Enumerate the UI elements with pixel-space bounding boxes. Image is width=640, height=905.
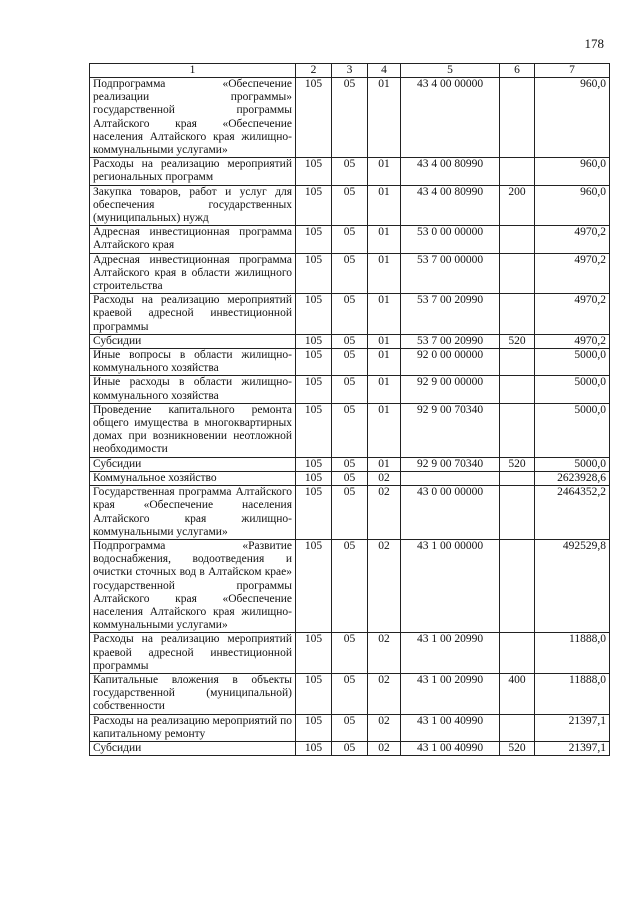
row-code-cell: 105 — [296, 486, 332, 540]
row-section-cell: 05 — [332, 673, 368, 714]
table-row — [90, 714, 610, 741]
row-expense-type-cell — [500, 294, 535, 335]
row-subsection-cell: 01 — [368, 334, 401, 348]
row-expense-type-cell: 400 — [500, 673, 535, 714]
row-code-cell: 105 — [296, 539, 332, 632]
row-expense-type-cell — [500, 539, 535, 632]
row-subsection-cell: 02 — [368, 633, 401, 674]
row-name-cell: Расходы на реализацию мероприятий краевой адресной инвестиционной программы — [90, 294, 296, 335]
row-name-cell: Субсидии — [90, 741, 296, 755]
row-subsection-cell: 01 — [368, 403, 401, 457]
row-code-cell: 105 — [296, 158, 332, 185]
row-name-cell: Закупка товаров, работ и услуг для обеспечения государственных (муниципальных) нужд — [90, 185, 296, 226]
header-col-7: 7 — [535, 64, 610, 78]
row-amount-cell: 11888,0 — [535, 633, 610, 674]
row-name-cell: Адресная инвестиционная программа Алтайского края — [90, 226, 296, 253]
row-amount-cell: 4970,2 — [535, 294, 610, 335]
table-row — [90, 349, 610, 376]
row-section-cell: 05 — [332, 334, 368, 348]
row-code-cell: 105 — [296, 673, 332, 714]
row-section-cell: 05 — [332, 633, 368, 674]
row-code-cell: 105 — [296, 633, 332, 674]
row-amount-cell: 5000,0 — [535, 376, 610, 403]
header-col-5: 5 — [401, 64, 500, 78]
table-header — [90, 64, 610, 78]
row-target-article-cell: 53 7 00 20990 — [401, 294, 500, 335]
header-col-2: 2 — [296, 64, 332, 78]
row-amount-cell: 5000,0 — [535, 403, 610, 457]
row-target-article-cell: 53 0 00 00000 — [401, 226, 500, 253]
row-target-article-cell — [401, 471, 500, 485]
row-code-cell: 105 — [296, 741, 332, 755]
table-row — [90, 334, 610, 348]
row-target-article-cell: 92 9 00 70340 — [401, 403, 500, 457]
row-code-cell: 105 — [296, 457, 332, 471]
table-row — [90, 539, 610, 632]
table-row — [90, 78, 610, 158]
row-subsection-cell: 02 — [368, 486, 401, 540]
row-section-cell: 05 — [332, 253, 368, 294]
row-name-cell: Субсидии — [90, 334, 296, 348]
table-row — [90, 486, 610, 540]
budget-table — [89, 63, 610, 756]
row-amount-cell: 492529,8 — [535, 539, 610, 632]
row-section-cell: 05 — [332, 294, 368, 335]
row-subsection-cell: 01 — [368, 349, 401, 376]
row-target-article-cell: 43 4 00 80990 — [401, 185, 500, 226]
row-section-cell: 05 — [332, 376, 368, 403]
table-row — [90, 158, 610, 185]
row-amount-cell: 5000,0 — [535, 457, 610, 471]
row-code-cell: 105 — [296, 471, 332, 485]
row-subsection-cell: 01 — [368, 185, 401, 226]
row-section-cell: 05 — [332, 471, 368, 485]
row-section-cell: 05 — [332, 185, 368, 226]
row-target-article-cell: 92 0 00 00000 — [401, 349, 500, 376]
header-col-3: 3 — [332, 64, 368, 78]
table-row — [90, 457, 610, 471]
table-row — [90, 673, 610, 714]
row-subsection-cell: 01 — [368, 457, 401, 471]
row-subsection-cell: 02 — [368, 471, 401, 485]
row-amount-cell: 4970,2 — [535, 334, 610, 348]
row-subsection-cell: 01 — [368, 158, 401, 185]
row-expense-type-cell — [500, 78, 535, 158]
row-code-cell: 105 — [296, 294, 332, 335]
row-name-cell: Субсидии — [90, 457, 296, 471]
row-section-cell: 05 — [332, 539, 368, 632]
row-expense-type-cell — [500, 349, 535, 376]
row-subsection-cell: 01 — [368, 226, 401, 253]
table-row — [90, 741, 610, 755]
row-subsection-cell: 01 — [368, 294, 401, 335]
table-row — [90, 226, 610, 253]
row-subsection-cell: 02 — [368, 673, 401, 714]
row-section-cell: 05 — [332, 741, 368, 755]
row-code-cell: 105 — [296, 334, 332, 348]
row-target-article-cell: 43 4 00 80990 — [401, 158, 500, 185]
row-section-cell: 05 — [332, 158, 368, 185]
row-section-cell: 05 — [332, 714, 368, 741]
header-col-4: 4 — [368, 64, 401, 78]
row-amount-cell: 4970,2 — [535, 226, 610, 253]
row-target-article-cell: 92 9 00 00000 — [401, 376, 500, 403]
row-name-cell: Проведение капитального ремонта общего имущества в многоквартирных домах при возникновении неотложной необходимости — [90, 403, 296, 457]
row-amount-cell: 5000,0 — [535, 349, 610, 376]
row-expense-type-cell — [500, 253, 535, 294]
row-section-cell: 05 — [332, 457, 368, 471]
row-name-cell: Капитальные вложения в объекты государственной (муниципальной) собственности — [90, 673, 296, 714]
row-expense-type-cell — [500, 486, 535, 540]
row-expense-type-cell — [500, 226, 535, 253]
table-row — [90, 294, 610, 335]
row-target-article-cell: 43 1 00 00000 — [401, 539, 500, 632]
table-row — [90, 185, 610, 226]
row-target-article-cell: 43 1 00 40990 — [401, 714, 500, 741]
row-expense-type-cell: 520 — [500, 457, 535, 471]
row-code-cell: 105 — [296, 403, 332, 457]
row-code-cell: 105 — [296, 714, 332, 741]
row-target-article-cell: 43 1 00 40990 — [401, 741, 500, 755]
row-amount-cell: 960,0 — [535, 78, 610, 158]
row-name-cell: Расходы на реализацию мероприятий региональных программ — [90, 158, 296, 185]
row-subsection-cell: 02 — [368, 741, 401, 755]
row-expense-type-cell: 520 — [500, 334, 535, 348]
row-amount-cell: 2464352,2 — [535, 486, 610, 540]
row-name-cell: Подпрограмма «Развитие водоснабжения, водоотведения и очистки сточных вод в Алтайском крае» государственной программы Алтайского края «Обеспечение населения Алтайского края жилищно-коммунальными услугами» — [90, 539, 296, 632]
row-code-cell: 105 — [296, 376, 332, 403]
row-expense-type-cell — [500, 403, 535, 457]
row-expense-type-cell — [500, 633, 535, 674]
table-row — [90, 633, 610, 674]
table-row — [90, 376, 610, 403]
row-subsection-cell: 01 — [368, 253, 401, 294]
row-name-cell: Иные расходы в области жилищно-коммунального хозяйства — [90, 376, 296, 403]
row-expense-type-cell — [500, 376, 535, 403]
row-name-cell: Государственная программа Алтайского края «Обеспечение населения Алтайского края жилищно-коммунальными услугами» — [90, 486, 296, 540]
row-target-article-cell: 43 1 00 20990 — [401, 673, 500, 714]
row-name-cell: Коммунальное хозяйство — [90, 471, 296, 485]
row-name-cell: Расходы на реализацию мероприятий по капитальному ремонту — [90, 714, 296, 741]
table-body — [90, 78, 610, 756]
row-expense-type-cell — [500, 158, 535, 185]
row-amount-cell: 960,0 — [535, 185, 610, 226]
row-section-cell: 05 — [332, 486, 368, 540]
row-target-article-cell: 92 9 00 70340 — [401, 457, 500, 471]
row-target-article-cell: 43 0 00 00000 — [401, 486, 500, 540]
row-name-cell: Иные вопросы в области жилищно-коммунального хозяйства — [90, 349, 296, 376]
row-expense-type-cell — [500, 471, 535, 485]
row-subsection-cell: 01 — [368, 376, 401, 403]
row-amount-cell: 11888,0 — [535, 673, 610, 714]
row-target-article-cell: 43 4 00 00000 — [401, 78, 500, 158]
row-section-cell: 05 — [332, 226, 368, 253]
row-target-article-cell: 43 1 00 20990 — [401, 633, 500, 674]
row-amount-cell: 21397,1 — [535, 741, 610, 755]
page-number: 178 — [584, 36, 604, 51]
row-code-cell: 105 — [296, 349, 332, 376]
header-row — [90, 64, 610, 78]
row-section-cell: 05 — [332, 403, 368, 457]
row-target-article-cell: 53 7 00 20990 — [401, 334, 500, 348]
row-target-article-cell: 53 7 00 00000 — [401, 253, 500, 294]
row-amount-cell: 4970,2 — [535, 253, 610, 294]
table-row — [90, 403, 610, 457]
row-code-cell: 105 — [296, 253, 332, 294]
row-amount-cell: 2623928,6 — [535, 471, 610, 485]
header-col-6: 6 — [500, 64, 535, 78]
row-code-cell: 105 — [296, 185, 332, 226]
table-row — [90, 471, 610, 485]
row-section-cell: 05 — [332, 349, 368, 376]
row-subsection-cell: 01 — [368, 78, 401, 158]
row-amount-cell: 21397,1 — [535, 714, 610, 741]
row-section-cell: 05 — [332, 78, 368, 158]
row-code-cell: 105 — [296, 78, 332, 158]
row-expense-type-cell: 520 — [500, 741, 535, 755]
row-subsection-cell: 02 — [368, 714, 401, 741]
row-name-cell: Расходы на реализацию мероприятий краевой адресной инвестиционной программы — [90, 633, 296, 674]
row-name-cell: Подпрограмма «Обеспечение реализации программы» государственной программы Алтайского края «Обеспечение населения Алтайского края жилищно-коммунальными услугами» — [90, 78, 296, 158]
row-expense-type-cell — [500, 714, 535, 741]
row-name-cell: Адресная инвестиционная программа Алтайского края в области жилищного строительства — [90, 253, 296, 294]
row-expense-type-cell: 200 — [500, 185, 535, 226]
row-code-cell: 105 — [296, 226, 332, 253]
table-row — [90, 253, 610, 294]
header-col-1: 1 — [90, 64, 296, 78]
row-amount-cell: 960,0 — [535, 158, 610, 185]
row-subsection-cell: 02 — [368, 539, 401, 632]
